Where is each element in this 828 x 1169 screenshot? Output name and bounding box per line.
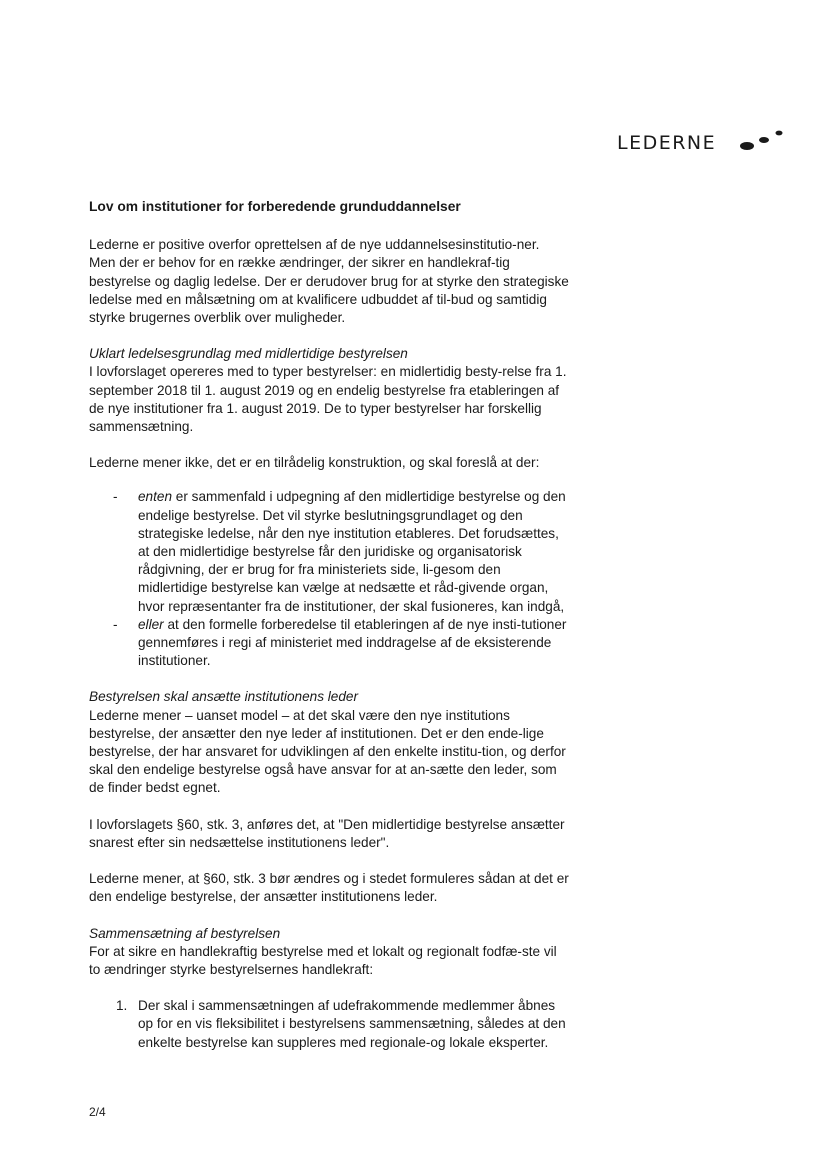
document-body — [89, 198, 569, 1052]
section-body-sammensaetning: For at sikre en handlekraftig bestyrelse med et lokalt og regionalt fodfæ-ste vil to ændringer styrke bestyrelsernes handlekraft: — [89, 943, 557, 977]
section-para-paragraf60: I lovforslagets §60, stk. 3, anføres det, at "Den midlertidige bestyrelse ansætter snarest efter sin nedsættelse institutionens leder". — [89, 816, 565, 850]
list-item-emphasis: enten — [138, 489, 173, 505]
logo-text: LEDERNE — [617, 132, 717, 154]
lederne-logo — [617, 128, 787, 156]
page-number: 2/4 — [89, 1105, 106, 1119]
list-item-emphasis: eller — [138, 616, 164, 632]
document-title: Lov om institutioner for forberedende grunduddannelser — [89, 199, 461, 214]
section-body-ledelsesgrundlag: I lovforslaget opereres med to typer bestyrelser: en midlertidig besty-relse fra 1. september 2018 til 1. august 2019 og en endelig bestyrelse fra etableringen af de nye institutioner fra 1. august 2019. De to typer bestyrelser har forskellig sammensætning. — [89, 364, 567, 435]
list-marker: - — [113, 489, 118, 505]
list-item — [89, 616, 569, 671]
section-heading-ansaettelse: Bestyrelsen skal ansætte institutionens leder — [89, 689, 358, 705]
list-item — [89, 488, 569, 615]
section-lead-ledelsesgrundlag: Lederne mener ikke, det er en tilrådelig konstruktion, og skal foreslå at der: — [89, 455, 540, 471]
list-item-text: at den formelle forberedelse til etableringen af de nye insti-tutioner gennemføres i regi af ministeriet med inddragelse af de eksisterende institutioner. — [138, 616, 567, 669]
list-item-text: Der skal i sammensætningen af udefrakommende medlemmer åbnes op for en vis fleksibilitet i bestyrelsens sammensætning, således at den enkelte bestyrelse kan suppleres med regionale-og lokale eksperter. — [138, 998, 566, 1050]
section-heading-sammensaetning: Sammensætning af bestyrelsen — [89, 925, 281, 941]
section-heading-ledelsesgrundlag: Uklart ledelsesgrundlag med midlertidige bestyrelsen — [89, 346, 408, 362]
proposal-list — [89, 488, 569, 670]
section-body-ansaettelse: Lederne mener – uanset model – at det skal være den nye institutions bestyrelse, der ansætter den nye leder af institutionen. Det er den ende-lige bestyrelse, der har ansvaret for udviklingen af den enkelte institu-tion, og derfor skal den endelige bestyrelse også have ansvar for at an-sætte den leder, som de finder bedst egnet. — [89, 707, 566, 796]
logo-dots-icon — [739, 128, 787, 154]
list-marker: - — [113, 616, 118, 632]
list-item-text: er sammenfald i udpegning af den midlertidige bestyrelse og den endelige bestyrelse. Det vil styrke beslutningsgrundlaget og den strategiske ledelse, når den nye institution etableres. Det forudsættes, at den midlertidige bestyrelse får den juridiske og organisatorisk rådgivning, der er brug for fra ministeriets side, li-gesom den midlertidige bestyrelse kan vælge at nedsætte et råd-givende organ, hvor repræsentanter fra de institutioner, der skal fusioneres, kan indgå, — [138, 489, 566, 614]
section-para-aendring: Lederne mener, at §60, stk. 3 bør ændres og i stedet formuleres sådan at det er den endelige bestyrelse, der ansætter institutionens leder. — [89, 871, 569, 905]
list-marker: 1. — [116, 998, 128, 1014]
numbered-list — [89, 997, 569, 1052]
list-item — [89, 997, 569, 1052]
intro-paragraph: Lederne er positive overfor oprettelsen af de nye uddannelsesinstitutio-ner. Men der er behov for en række ændringer, der sikrer en handlekraf-tig bestyrelse og daglig ledelse. Der er derudover brug for at styrke den strategiske ledelse med en målsætning om at kvalificere udbuddet af til-bud og samtidig styrke brugernes overblik over muligheder. — [89, 237, 569, 326]
